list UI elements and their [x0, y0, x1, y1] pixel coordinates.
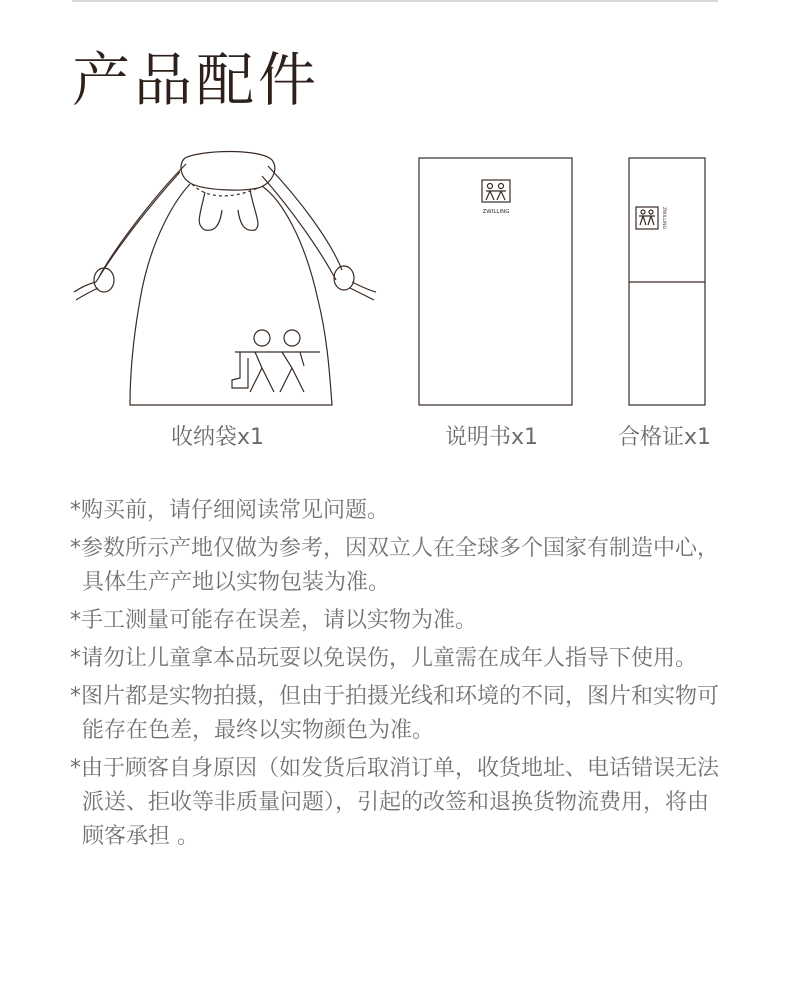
certificate-caption: 合格证x1 — [618, 425, 712, 450]
manual-icon — [419, 158, 572, 405]
accessories-illustration — [0, 150, 790, 420]
note-item: *购买前，请仔细阅读常见问题。 — [70, 498, 390, 523]
pouch-caption: 收纳袋x1 — [171, 425, 265, 450]
note-item: *参数所示产地仅做为参考，因双立人在全球多个国家有制造中心，具体生产产地以实物包装为准。 — [70, 536, 720, 595]
note-item: *请勿让儿童拿本品玩耍以免误伤，儿童需在成年人指导下使用。 — [70, 646, 698, 671]
manual-caption: 说明书x1 — [445, 425, 539, 450]
certificate-brand-text: ZWILLING — [661, 206, 666, 230]
note-item: *图片都是实物拍摄，但由于拍摄光线和环境的不同，图片和实物可能存在色差，最终以实物颜色为准。 — [70, 684, 720, 743]
note-item: *手工测量可能存在误差，请以实物为准。 — [70, 608, 478, 633]
manual-brand-text: ZWILLING — [482, 209, 510, 215]
note-item: *由于顾客自身原因（如发货后取消订单，收货地址、电话错误无法派送、拒收等非质量问题），引起的改签和退换货物流费用，将由顾客承担 。 — [70, 756, 720, 849]
top-divider — [72, 0, 718, 2]
page-title: 产品配件 — [72, 46, 321, 114]
notes-list — [70, 494, 730, 858]
certificate-icon — [629, 158, 705, 405]
pouch-icon — [74, 152, 376, 406]
